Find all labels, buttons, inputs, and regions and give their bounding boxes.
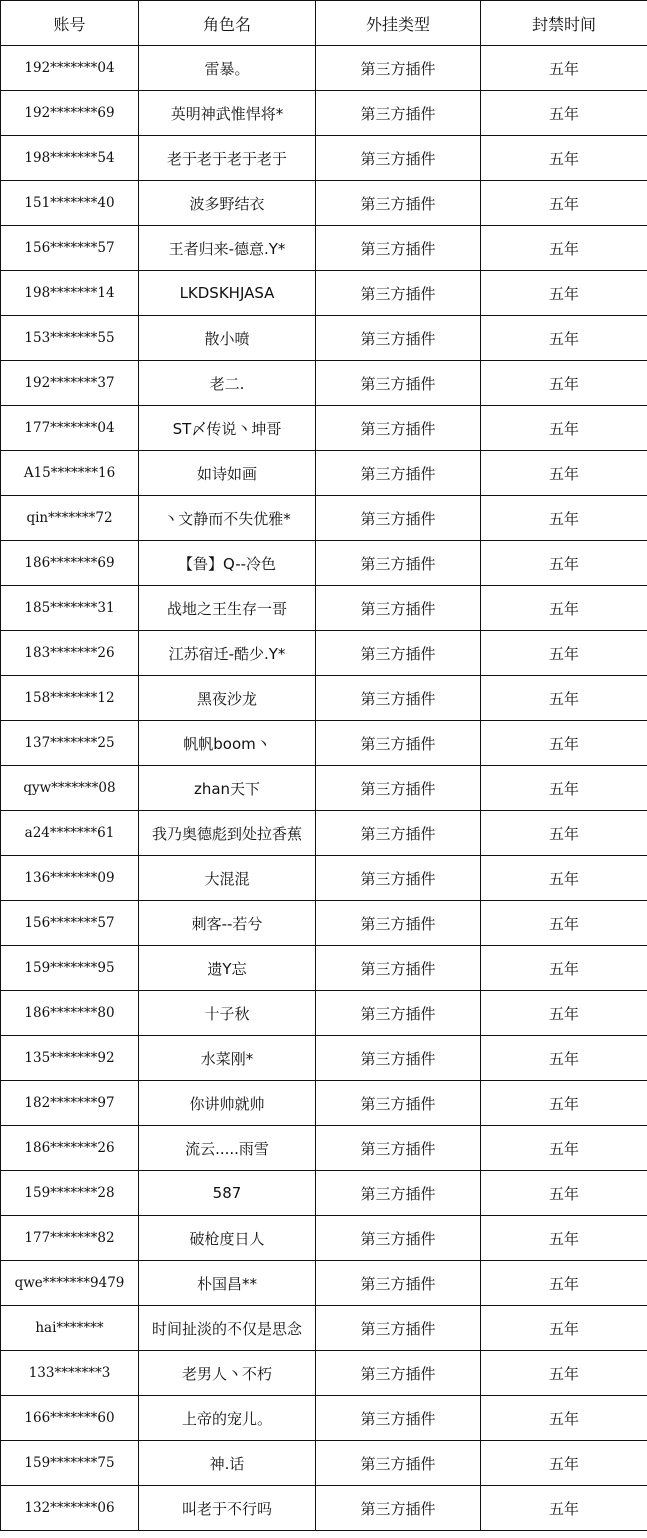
cheat-type-cell: 第三方插件 [316,1261,481,1306]
account-cell: 177*******82 [1,1216,139,1261]
ban-time-cell: 五年 [481,1081,647,1126]
account-cell: 177*******04 [1,406,139,451]
ban-time-cell: 五年 [481,226,647,271]
ban-time-cell: 五年 [481,1441,647,1486]
table-row [1,1396,647,1441]
cheat-type-cell: 第三方插件 [316,1081,481,1126]
header-ban-time: 封禁时间 [481,1,647,46]
ban-time-cell: 五年 [481,361,647,406]
table-row [1,1126,647,1171]
role-name-cell: 遗Y忘 [139,946,316,991]
cheat-type-cell: 第三方插件 [316,451,481,496]
cheat-type-cell: 第三方插件 [316,46,481,91]
account-cell: 183*******26 [1,631,139,676]
ban-time-cell: 五年 [481,496,647,541]
ban-time-cell: 五年 [481,271,647,316]
account-cell: 159*******75 [1,1441,139,1486]
cheat-type-cell: 第三方插件 [316,91,481,136]
header-cheat-type: 外挂类型 [316,1,481,46]
account-cell: 156*******57 [1,226,139,271]
role-name-cell: LKDSKHJASA [139,271,316,316]
table-row [1,1351,647,1396]
account-cell: 159*******95 [1,946,139,991]
ban-time-cell: 五年 [481,721,647,766]
ban-time-cell: 五年 [481,1171,647,1216]
role-name-cell: 如诗如画 [139,451,316,496]
ban-time-cell: 五年 [481,406,647,451]
account-cell: 186*******80 [1,991,139,1036]
table-row [1,946,647,991]
account-cell: 132*******06 [1,1486,139,1531]
account-cell: 198*******54 [1,136,139,181]
ban-time-cell: 五年 [481,541,647,586]
header-row [1,1,647,46]
role-name-cell: 朴国昌** [139,1261,316,1306]
cheat-type-cell: 第三方插件 [316,1396,481,1441]
role-name-cell: 波多野结衣 [139,181,316,226]
cheat-type-cell: 第三方插件 [316,181,481,226]
ban-time-cell: 五年 [481,586,647,631]
cheat-type-cell: 第三方插件 [316,766,481,811]
cheat-type-cell: 第三方插件 [316,1126,481,1171]
table-row [1,766,647,811]
ban-time-cell: 五年 [481,946,647,991]
account-cell: qin*******72 [1,496,139,541]
table-row [1,361,647,406]
role-name-cell: 老二. [139,361,316,406]
ban-time-cell: 五年 [481,1216,647,1261]
table-row [1,46,647,91]
ban-time-cell: 五年 [481,1396,647,1441]
role-name-cell: zhan天下 [139,766,316,811]
ban-time-cell: 五年 [481,91,647,136]
account-cell: hai******* [1,1306,139,1351]
cheat-type-cell: 第三方插件 [316,1351,481,1396]
cheat-type-cell: 第三方插件 [316,856,481,901]
cheat-type-cell: 第三方插件 [316,676,481,721]
table-row [1,1216,647,1261]
role-name-cell: 587 [139,1171,316,1216]
cheat-type-cell: 第三方插件 [316,1486,481,1531]
cheat-type-cell: 第三方插件 [316,541,481,586]
table-row [1,1036,647,1081]
cheat-type-cell: 第三方插件 [316,631,481,676]
table-row [1,811,647,856]
table-header [1,1,647,46]
role-name-cell: 老男人丶不朽 [139,1351,316,1396]
table-row [1,181,647,226]
cheat-type-cell: 第三方插件 [316,721,481,766]
ban-time-cell: 五年 [481,676,647,721]
cheat-type-cell: 第三方插件 [316,1441,481,1486]
table-row [1,1486,647,1531]
table-row [1,271,647,316]
ban-time-cell: 五年 [481,991,647,1036]
account-cell: 159*******28 [1,1171,139,1216]
ban-time-cell: 五年 [481,1351,647,1396]
account-cell: 198*******14 [1,271,139,316]
ban-time-cell: 五年 [481,1036,647,1081]
account-cell: qwe*******9479 [1,1261,139,1306]
account-cell: 156*******57 [1,901,139,946]
ban-time-cell: 五年 [481,856,647,901]
table-row [1,1081,647,1126]
table-row [1,136,647,181]
cheat-type-cell: 第三方插件 [316,136,481,181]
ban-time-cell: 五年 [481,631,647,676]
account-cell: 192*******04 [1,46,139,91]
role-name-cell: 雷暴。 [139,46,316,91]
account-cell: 151*******40 [1,181,139,226]
account-cell: a24*******61 [1,811,139,856]
role-name-cell: 大混混 [139,856,316,901]
cheat-type-cell: 第三方插件 [316,271,481,316]
cheat-type-cell: 第三方插件 [316,1216,481,1261]
account-cell: 186*******69 [1,541,139,586]
ban-time-cell: 五年 [481,901,647,946]
cheat-type-cell: 第三方插件 [316,361,481,406]
ban-time-cell: 五年 [481,451,647,496]
account-cell: 136*******09 [1,856,139,901]
account-cell: 185*******31 [1,586,139,631]
account-cell: 192*******69 [1,91,139,136]
cheat-type-cell: 第三方插件 [316,1036,481,1081]
ban-time-cell: 五年 [481,1261,647,1306]
account-cell: 137*******25 [1,721,139,766]
cheat-type-cell: 第三方插件 [316,991,481,1036]
table-row [1,91,647,136]
table-row [1,991,647,1036]
ban-time-cell: 五年 [481,766,647,811]
account-cell: qyw*******08 [1,766,139,811]
role-name-cell: 英明神武惟悍将* [139,91,316,136]
cheat-type-cell: 第三方插件 [316,226,481,271]
cheat-type-cell: 第三方插件 [316,1171,481,1216]
table-row [1,541,647,586]
role-name-cell: 散小喷 [139,316,316,361]
header-account: 账号 [1,1,139,46]
role-name-cell: 叫老于不行吗 [139,1486,316,1531]
ban-time-cell: 五年 [481,811,647,856]
table-row [1,676,647,721]
table-row [1,901,647,946]
header-role: 角色名 [139,1,316,46]
account-cell: 158*******12 [1,676,139,721]
cheat-type-cell: 第三方插件 [316,946,481,991]
cheat-type-cell: 第三方插件 [316,811,481,856]
account-cell: 133*******3 [1,1351,139,1396]
account-cell: 182*******97 [1,1081,139,1126]
table-row [1,721,647,766]
table-body [1,46,647,1531]
account-cell: 153*******55 [1,316,139,361]
ban-time-cell: 五年 [481,136,647,181]
role-name-cell: 黑夜沙龙 [139,676,316,721]
role-name-cell: 王者归来-德意.Y* [139,226,316,271]
role-name-cell: 【鲁】Q--冷色 [139,541,316,586]
role-name-cell: ST〆传说丶坤哥 [139,406,316,451]
ban-time-cell: 五年 [481,316,647,361]
ban-time-cell: 五年 [481,46,647,91]
table-row [1,226,647,271]
table-row [1,451,647,496]
ban-time-cell: 五年 [481,1486,647,1531]
account-cell: 192*******37 [1,361,139,406]
role-name-cell: 江苏宿迁-酷少.Y* [139,631,316,676]
table-row [1,1261,647,1306]
cheat-type-cell: 第三方插件 [316,406,481,451]
role-name-cell: 时间扯淡的不仅是思念 [139,1306,316,1351]
table-row [1,316,647,361]
ban-time-cell: 五年 [481,181,647,226]
table-row [1,631,647,676]
role-name-cell: 你讲帅就帅 [139,1081,316,1126]
account-cell: 186*******26 [1,1126,139,1171]
account-cell: 166*******60 [1,1396,139,1441]
role-name-cell: 十子秋 [139,991,316,1036]
role-name-cell: 神.话 [139,1441,316,1486]
cheat-type-cell: 第三方插件 [316,496,481,541]
role-name-cell: 流云.....雨雪 [139,1126,316,1171]
role-name-cell: 刺客--若兮 [139,901,316,946]
table-row [1,586,647,631]
cheat-type-cell: 第三方插件 [316,316,481,361]
cheat-type-cell: 第三方插件 [316,901,481,946]
table-row [1,1171,647,1216]
role-name-cell: 帆帆boom丶 [139,721,316,766]
role-name-cell: 上帝的宠儿。 [139,1396,316,1441]
role-name-cell: 我乃奥德彪到处拉香蕉 [139,811,316,856]
cheat-type-cell: 第三方插件 [316,586,481,631]
role-name-cell: 丶文静而不失优雅* [139,496,316,541]
ban-time-cell: 五年 [481,1306,647,1351]
role-name-cell: 破枪度日人 [139,1216,316,1261]
table-row [1,1441,647,1486]
account-cell: 135*******92 [1,1036,139,1081]
table-row [1,496,647,541]
cheat-type-cell: 第三方插件 [316,1306,481,1351]
role-name-cell: 老于老于老于老于 [139,136,316,181]
account-cell: A15*******16 [1,451,139,496]
table-row [1,856,647,901]
role-name-cell: 战地之王生存一哥 [139,586,316,631]
table-row [1,406,647,451]
role-name-cell: 水菜刚* [139,1036,316,1081]
table-row [1,1306,647,1351]
ban-time-cell: 五年 [481,1126,647,1171]
